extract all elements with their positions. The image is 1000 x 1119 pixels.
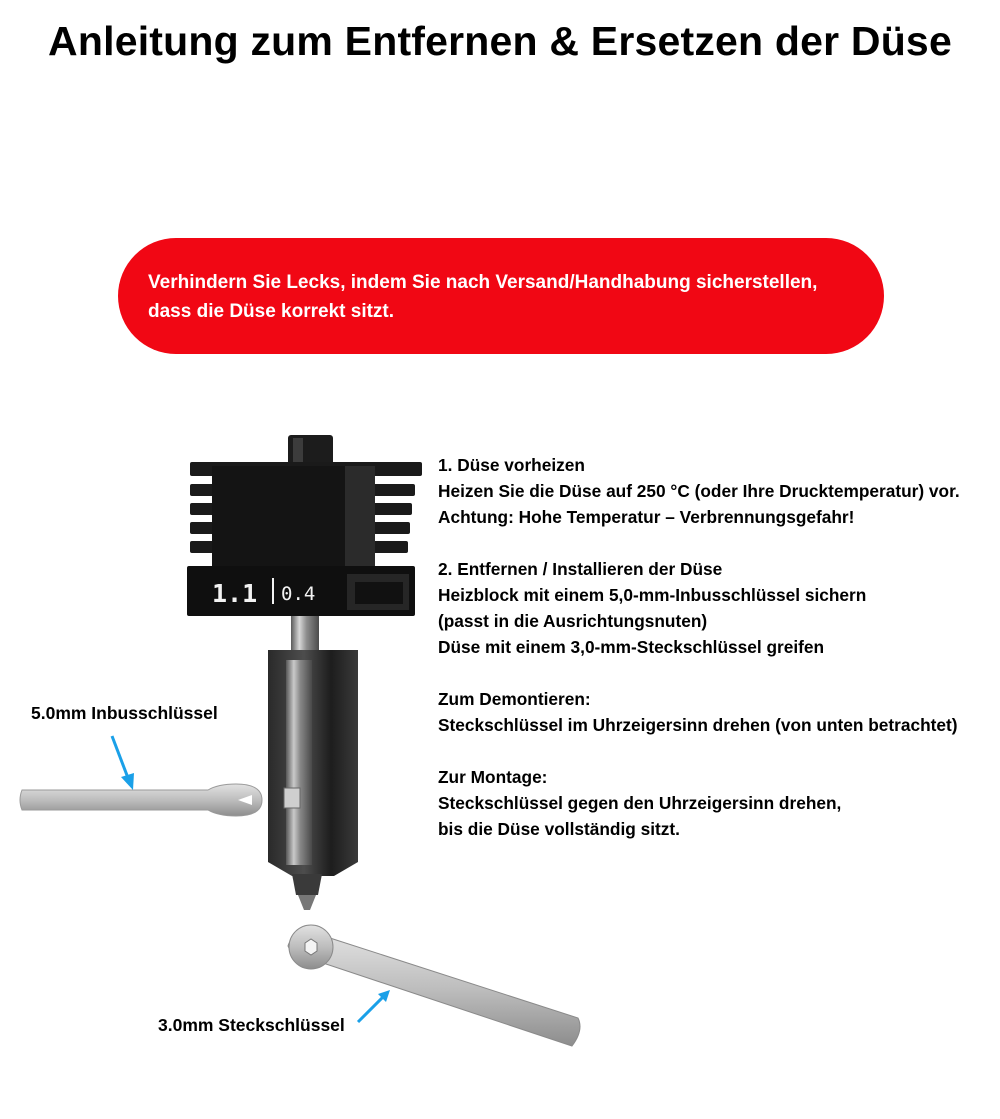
step-text: (passt in die Ausrichtungsnuten) — [438, 611, 708, 631]
page-title: Anleitung zum Entfernen & Ersetzen der Düse — [48, 18, 952, 64]
hotend-marking-left: 1.1 — [212, 579, 258, 608]
heatsink-fins — [190, 462, 422, 574]
step-assemble — [438, 764, 1000, 842]
instruction-steps — [438, 452, 1000, 868]
step-text: Achtung: Hohe Temperatur – Verbrennungsgefahr! — [438, 507, 855, 527]
step-text: bis die Düse vollständig sitzt. — [438, 819, 680, 839]
step-text: Düse mit einem 3,0-mm-Steckschlüssel greifen — [438, 637, 825, 657]
nozzle-sleeve — [268, 650, 358, 876]
step-text: Heizblock mit einem 5,0-mm-Inbusschlüssel sichern — [438, 585, 867, 605]
step-remove-install — [438, 556, 1000, 660]
warning-line-1: Verhindern Sie Lecks, indem Sie nach Versand/Handhabung sicherstellen, — [148, 272, 818, 293]
step-disassemble — [438, 686, 1000, 738]
nozzle-tip — [292, 874, 322, 910]
step-heading: 1. Düse vorheizen — [438, 455, 585, 475]
hotend-marking-right: 0.4 — [281, 583, 316, 605]
heater-block — [187, 566, 415, 616]
allen-key-arrow — [112, 736, 134, 790]
step-preheat — [438, 452, 1000, 530]
warning-line-2: dass die Düse korrekt sitzt. — [148, 301, 395, 322]
step-heading: 2. Entfernen / Installieren der Düse — [438, 559, 723, 579]
step-text: Heizen Sie die Düse auf 250 °C (oder Ihre Drucktemperatur) vor. — [438, 481, 960, 501]
step-text: Steckschlüssel im Uhrzeigersinn drehen (von unten betrachtet) — [438, 715, 958, 735]
step-text: Steckschlüssel gegen den Uhrzeigersinn drehen, — [438, 793, 842, 813]
step-heading: Zur Montage: — [438, 767, 548, 787]
allen-key — [20, 784, 262, 816]
socket-wrench-arrow — [358, 990, 390, 1022]
step-heading: Zum Demontieren: — [438, 689, 591, 709]
allen-key-label: 5.0mm Inbusschlüssel — [31, 703, 218, 723]
socket-wrench-label: 3.0mm Steckschlüssel — [158, 1015, 345, 1035]
